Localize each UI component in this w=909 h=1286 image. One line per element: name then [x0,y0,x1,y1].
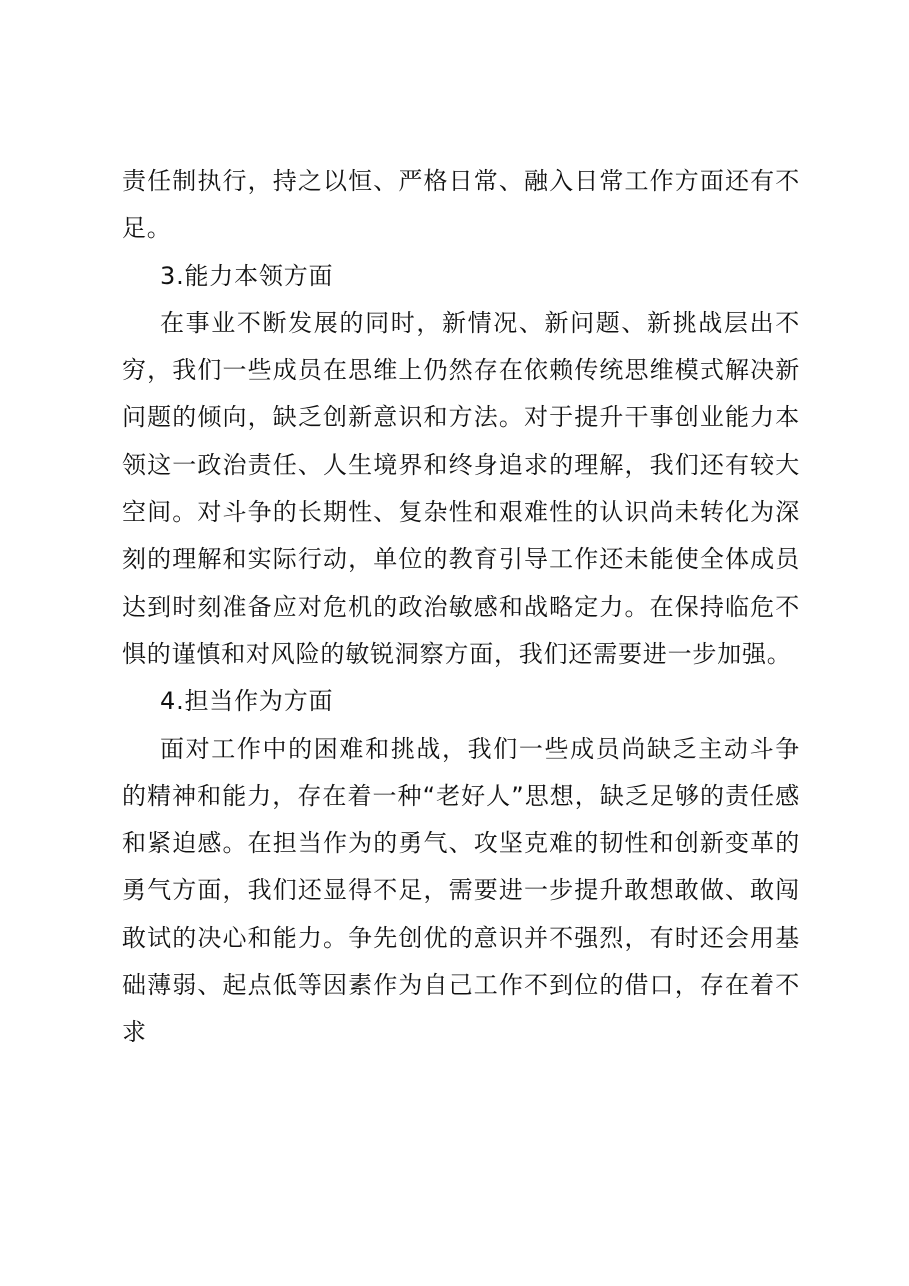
paragraph-ability: 在事业不断发展的同时，新情况、新问题、新挑战层出不穷，我们一些成员在思维上仍然存在依赖传统思维模式解决新问题的倾向，缺乏创新意识和方法。对于提升干事创业能力本领这一政治责任、人生境界和终身追求的理解，我们还有较大空间。对斗争的长期性、复杂性和艰难性的认识尚未转化为深刻的理解和实际行动，单位的教育引导工作还未能使全体成员达到时刻准备应对危机的政治敏感和战略定力。在保持临危不惧的谨慎和对风险的敏锐洞察方面，我们还需要进一步加强。 [122,308,800,668]
section-heading-responsibility: 4.担当作为方面 [160,687,334,716]
document-body [122,158,800,1057]
paragraph-continuation: 责任制执行，持之以恒、严格日常、融入日常工作方面还有不足。 [122,167,800,243]
paragraph-responsibility: 面对工作中的困难和挑战，我们一些成员尚缺乏主动斗争的精神和能力，存在着一种“老好人”思想，缺乏足够的责任感和紧迫感。在担当作为的勇气、攻坚克难的韧性和创新变革的勇气方面，我们还显得不足，需要进一步提升敢想敢做、敢闯敢试的决心和能力。争先创优的意识并不强烈，有时还会用基础薄弱、起点低等因素作为自己工作不到位的借口，存在着不求 [122,734,800,1047]
section-heading-ability: 3.能力本领方面 [160,261,334,290]
